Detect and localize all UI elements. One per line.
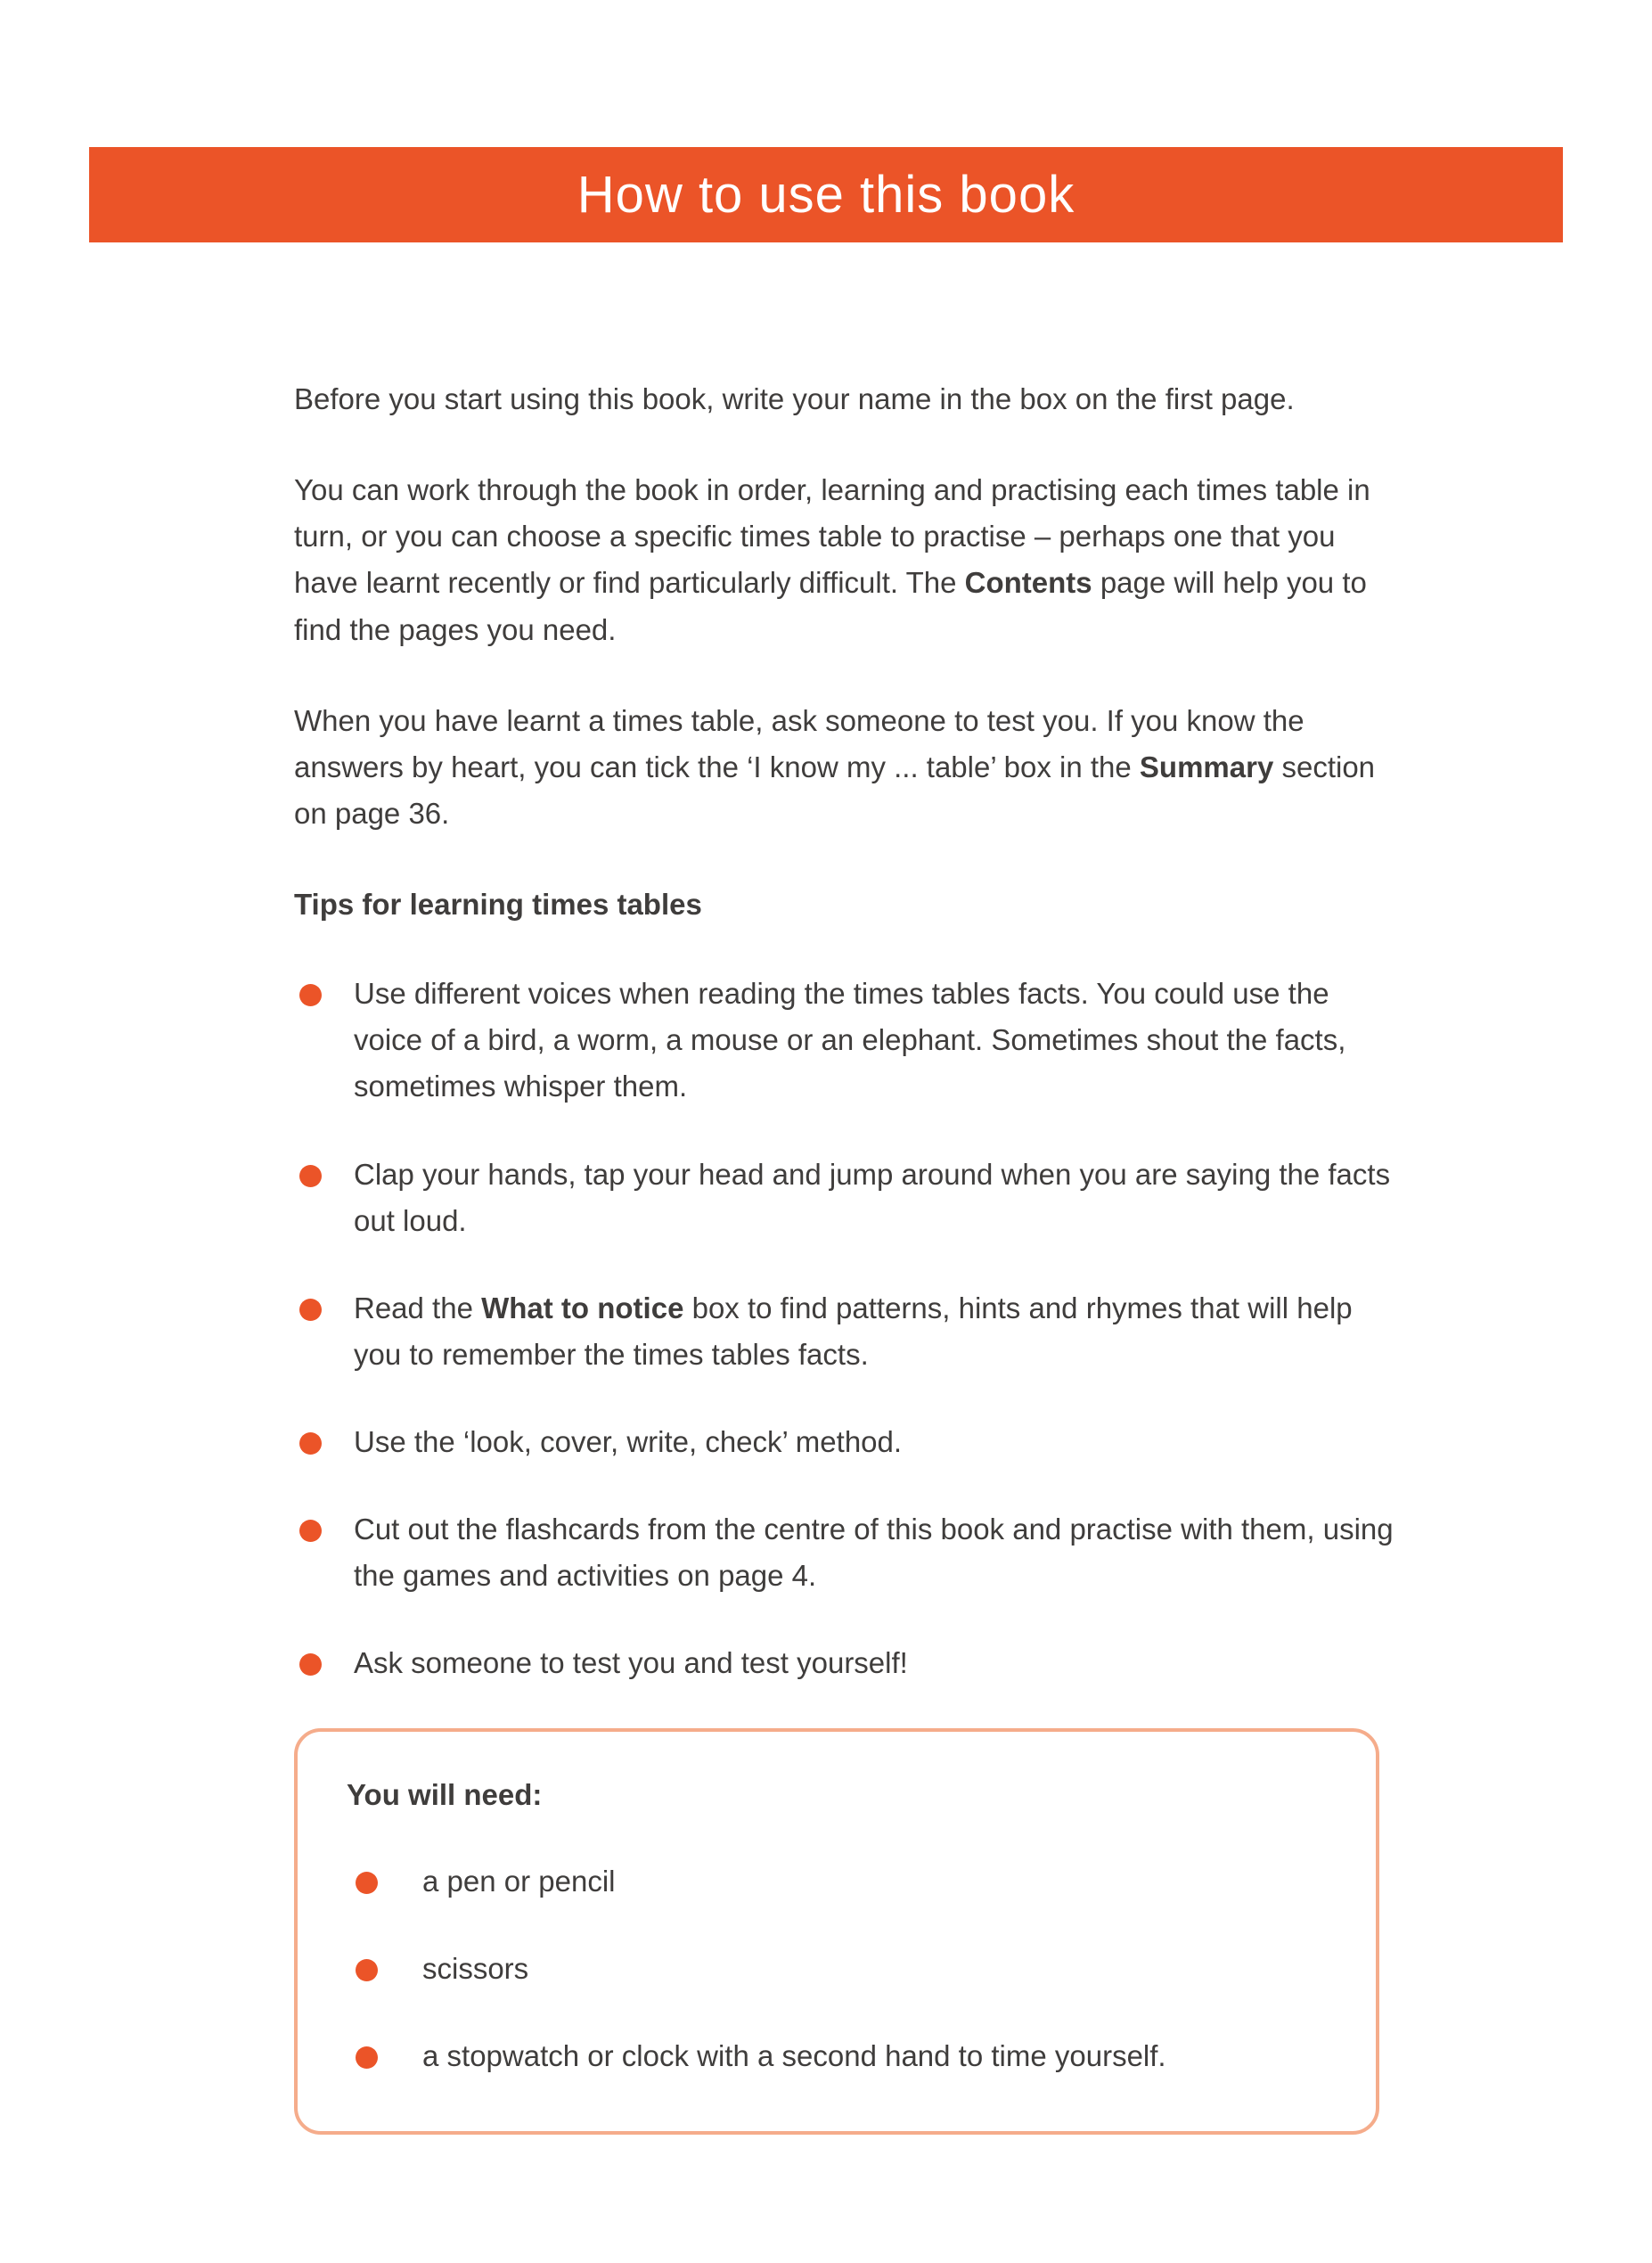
tip-item bbox=[294, 1152, 1399, 1244]
bullet-icon bbox=[356, 1872, 378, 1894]
page-header-banner bbox=[89, 147, 1563, 242]
summary-emphasis: Summary bbox=[1139, 750, 1274, 783]
need-item bbox=[347, 1858, 1327, 1905]
paragraph-text: When you have learnt a times table, ask someone to test you. If you know the answers by heart, you can tick the ‘I know my ... table’ box in the bbox=[294, 703, 1304, 783]
bullet-icon bbox=[356, 2046, 378, 2069]
tip-text-segment: Read the bbox=[354, 1291, 482, 1324]
tip-text bbox=[354, 1152, 1399, 1244]
page-content bbox=[294, 242, 1399, 2135]
paragraph-text: section on page 36. bbox=[294, 750, 1376, 830]
tip-text-segment: Clap your hands, tap your head and jump around when you are saying the facts out loud. bbox=[354, 1157, 1391, 1237]
tip-text-segment: Cut out the flashcards from the centre of this book and practise with them, using the games and activities on page 4. bbox=[354, 1513, 1394, 1593]
bullet-icon bbox=[299, 1653, 322, 1676]
bullet-icon bbox=[299, 1520, 322, 1542]
tip-text-segment: Use different voices when reading the times tables facts. You could use the voice of a bird, a worm, a mouse or an elephant. Sometimes shout the facts, sometimes whisper them. bbox=[354, 977, 1346, 1103]
you-will-need-list bbox=[347, 1858, 1327, 2079]
paragraph-text: page will help you to find the pages you need. bbox=[294, 566, 1367, 646]
tip-text-segment: box to find patterns, hints and rhymes that will help you to remember the times tables facts. bbox=[354, 1291, 1353, 1371]
paragraph-text: You can work through the book in order, learning and practising each times table in turn, or you can choose a specific times table to practise – perhaps one that you have learnt recently or find particularly difficult. The bbox=[294, 473, 1370, 600]
intro-paragraph-1: Before you start using this book, write your name in the box on the first page. bbox=[294, 382, 1295, 415]
bullet-icon bbox=[299, 1432, 322, 1455]
need-item bbox=[347, 2033, 1327, 2079]
need-item-text: a pen or pencil bbox=[422, 1864, 616, 1898]
need-item-text: a stopwatch or clock with a second hand to time yourself. bbox=[422, 2038, 1166, 2072]
tip-text-segment: Use the ‘look, cover, write, check’ method. bbox=[354, 1425, 903, 1458]
intro-paragraph-3 bbox=[294, 698, 1399, 837]
tip-item bbox=[294, 971, 1399, 1110]
tip-text bbox=[354, 1506, 1399, 1599]
need-item-text: scissors bbox=[422, 1951, 529, 1985]
contents-emphasis: Contents bbox=[964, 566, 1092, 600]
tip-text bbox=[354, 1285, 1399, 1378]
bullet-icon bbox=[299, 984, 322, 1006]
tips-heading: Tips for learning times tables bbox=[294, 888, 702, 921]
intro-paragraph-2 bbox=[294, 467, 1399, 653]
tip-text bbox=[354, 1419, 1399, 1465]
tip-text bbox=[354, 1640, 1399, 1686]
bullet-icon bbox=[299, 1299, 322, 1321]
tip-text-segment: Ask someone to test you and test yourself! bbox=[354, 1646, 908, 1680]
page-title: How to use this book bbox=[577, 166, 1075, 224]
you-will-need-heading: You will need: bbox=[347, 1777, 543, 1811]
tips-list bbox=[294, 971, 1399, 1686]
tip-item bbox=[294, 1506, 1399, 1599]
tip-item bbox=[294, 1640, 1399, 1686]
bullet-icon bbox=[356, 1959, 378, 1981]
tip-item bbox=[294, 1285, 1399, 1378]
tip-item bbox=[294, 1419, 1399, 1465]
what-to-notice-emphasis: What to notice bbox=[481, 1291, 684, 1324]
need-item bbox=[347, 1946, 1327, 1992]
bullet-icon bbox=[299, 1165, 322, 1187]
tip-text bbox=[354, 971, 1399, 1110]
you-will-need-box bbox=[294, 1728, 1379, 2136]
